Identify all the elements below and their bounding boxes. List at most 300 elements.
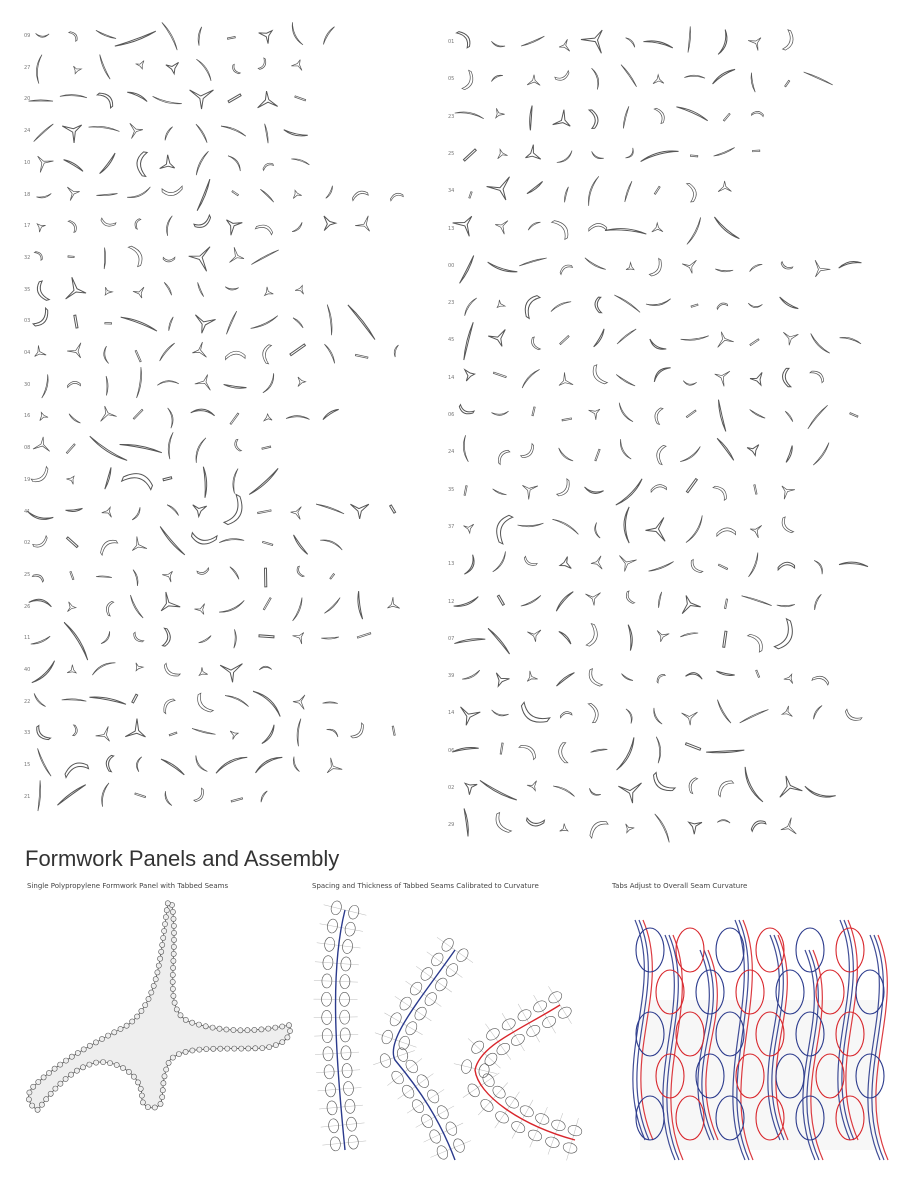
formwork-piece-outline xyxy=(589,223,607,232)
formwork-piece-outline xyxy=(162,21,179,50)
formwork-piece-outline xyxy=(590,556,602,570)
row-label: 03 xyxy=(24,318,31,325)
formwork-piece-outline xyxy=(527,220,541,230)
formwork-piece-outline xyxy=(133,409,143,419)
formwork-piece-outline xyxy=(464,524,475,534)
formwork-piece-outline xyxy=(654,107,666,124)
formwork-piece-outline xyxy=(67,602,76,613)
formwork-piece-outline xyxy=(132,632,144,645)
formwork-piece-outline xyxy=(29,100,53,101)
seam-tab xyxy=(29,1103,34,1108)
formwork-piece-outline xyxy=(291,189,302,199)
formwork-piece-outline xyxy=(323,702,338,704)
formwork-piece-outline xyxy=(63,760,89,777)
formwork-piece-outline xyxy=(590,151,604,161)
formwork-piece-outline xyxy=(66,474,77,485)
row-label: 18 xyxy=(24,191,31,198)
formwork-piece-outline xyxy=(152,96,182,106)
seam-tab xyxy=(26,1097,31,1102)
row-label: 06 xyxy=(448,747,455,754)
formwork-piece-outline xyxy=(780,261,793,272)
formwork-piece-outline xyxy=(67,343,87,362)
seam-tab xyxy=(280,1040,285,1045)
formwork-piece-outline xyxy=(754,485,757,495)
seam-tab xyxy=(139,1093,144,1098)
row-label: 39 xyxy=(448,673,455,680)
formwork-piece-outline xyxy=(686,776,699,793)
row-label: 05 xyxy=(448,76,455,83)
formwork-piece-outline xyxy=(655,630,670,643)
formwork-piece-outline xyxy=(64,621,90,661)
formwork-piece-outline xyxy=(777,604,795,607)
seam-tab xyxy=(135,1080,140,1085)
formwork-piece-outline xyxy=(327,304,333,335)
seam-tab xyxy=(203,1024,208,1029)
formwork-piece-outline xyxy=(493,551,509,573)
row-label: 45 xyxy=(448,337,455,344)
seam-tab xyxy=(239,1046,244,1051)
formwork-piece-outline xyxy=(36,748,51,777)
formwork-piece-outline xyxy=(654,444,668,464)
formwork-piece-outline xyxy=(89,125,120,132)
seam-tab xyxy=(27,1090,32,1095)
row-label: 11 xyxy=(24,635,31,642)
formwork-piece-outline xyxy=(520,367,539,388)
formwork-piece-outline xyxy=(166,62,181,75)
seam-tab xyxy=(107,1061,112,1066)
formwork-piece-outline xyxy=(293,628,309,644)
formwork-piece-outline xyxy=(132,507,142,521)
formwork-piece-outline xyxy=(554,590,573,611)
formwork-piece-outline xyxy=(228,153,243,171)
seam-tab xyxy=(161,1081,166,1086)
row-label: 23 xyxy=(448,300,455,307)
formwork-piece-outline xyxy=(203,467,207,498)
seam-tab xyxy=(253,1046,258,1051)
formwork-piece-outline xyxy=(199,636,212,645)
seam-tab xyxy=(63,1058,68,1063)
formwork-piece-outline xyxy=(194,604,208,617)
seam-tab xyxy=(287,1028,292,1033)
formwork-piece-outline xyxy=(68,414,81,425)
seam-tab xyxy=(197,1047,202,1052)
formwork-piece-outline xyxy=(192,505,207,517)
formwork-piece-outline xyxy=(193,437,206,463)
formwork-piece-outline xyxy=(135,350,141,362)
formwork-piece-outline xyxy=(687,217,703,245)
row-label: 15 xyxy=(24,762,31,769)
seam-tab xyxy=(232,1046,237,1051)
formwork-piece-outline xyxy=(464,486,467,496)
seam-tab xyxy=(285,1035,290,1040)
formwork-piece-outline xyxy=(219,538,244,543)
seam-tab xyxy=(151,983,156,988)
formwork-piece-outline xyxy=(584,258,606,271)
formwork-piece-outline xyxy=(259,25,277,43)
formwork-piece-outline xyxy=(133,663,144,673)
formwork-piece-outline xyxy=(227,36,235,39)
formwork-piece-outline xyxy=(128,595,143,619)
formwork-piece-outline xyxy=(812,704,823,719)
seam-tab xyxy=(74,1068,79,1073)
formwork-piece-outline xyxy=(230,413,239,424)
formwork-piece-outline xyxy=(157,380,179,385)
formwork-piece-outline xyxy=(683,381,697,386)
formwork-piece-outline xyxy=(72,725,79,736)
formwork-piece-outline xyxy=(553,784,575,797)
seam-tab xyxy=(158,956,163,961)
row-label: 21 xyxy=(24,793,31,800)
formwork-piece-outline xyxy=(231,468,238,493)
formwork-piece-outline xyxy=(628,624,633,650)
seam-tab xyxy=(120,1065,125,1070)
formwork-piece-outline xyxy=(558,557,571,572)
formwork-piece-outline xyxy=(624,181,632,202)
formwork-piece-outline xyxy=(625,591,635,605)
seam-tab xyxy=(246,1046,251,1051)
formwork-piece-outline xyxy=(558,39,570,53)
seam-tab xyxy=(231,1027,236,1032)
formwork-piece-outline xyxy=(646,299,671,308)
formwork-piece-outline xyxy=(321,25,334,44)
row-label: 27 xyxy=(24,64,31,71)
formwork-piece-outline xyxy=(584,487,604,495)
seam-tab xyxy=(162,928,167,933)
seam-tab xyxy=(41,1075,46,1080)
formwork-piece-outline xyxy=(711,67,735,84)
formwork-piece-outline xyxy=(688,26,691,52)
seam-tab xyxy=(44,1097,49,1102)
formwork-piece-outline xyxy=(348,304,376,340)
formwork-piece-outline xyxy=(133,569,140,586)
row-label: 30 xyxy=(24,381,31,388)
formwork-piece-outline xyxy=(487,177,518,205)
seam-tab xyxy=(160,1095,165,1100)
formwork-piece-outline xyxy=(461,778,477,795)
formwork-piece-outline xyxy=(749,819,766,832)
formwork-piece-outline xyxy=(102,505,115,517)
formwork-piece-outline xyxy=(550,299,571,311)
seam-tab xyxy=(46,1070,51,1075)
formwork-piece-outline xyxy=(221,494,248,527)
formwork-piece-outline xyxy=(230,729,239,739)
seam-tab xyxy=(196,1022,201,1027)
formwork-piece-outline xyxy=(529,105,532,130)
formwork-piece-outline xyxy=(33,436,52,452)
formwork-piece-outline xyxy=(523,671,537,685)
formwork-piece-outline xyxy=(589,110,598,129)
seam-tab xyxy=(145,1105,150,1110)
formwork-piece-outline xyxy=(750,372,767,388)
formwork-piece-outline xyxy=(783,368,791,386)
seam-tab xyxy=(162,922,167,927)
seam-tab xyxy=(114,1062,119,1067)
formwork-piece-outline xyxy=(195,371,216,390)
seam-tab xyxy=(138,1086,143,1091)
seam-tab xyxy=(164,908,169,913)
formwork-piece-outline xyxy=(750,339,759,346)
formwork-piece-outline xyxy=(584,624,601,648)
formwork-piece-outline xyxy=(100,217,116,229)
formwork-piece-outline xyxy=(463,149,476,161)
formwork-piece-outline xyxy=(37,193,52,199)
formwork-piece-outline xyxy=(120,442,163,453)
formwork-piece-outline xyxy=(686,410,696,418)
formwork-piece-outline xyxy=(127,90,148,102)
seam-tab xyxy=(149,990,154,995)
row-label: 01 xyxy=(448,39,455,45)
formwork-piece-outline xyxy=(253,753,282,772)
formwork-piece-outline xyxy=(589,404,604,419)
seam-tab xyxy=(170,986,175,991)
formwork-piece-outline xyxy=(650,771,675,796)
formwork-piece-outline xyxy=(90,659,115,675)
formwork-piece-outline xyxy=(249,468,280,496)
formwork-piece-outline xyxy=(321,637,339,640)
formwork-piece-outline xyxy=(750,73,756,93)
row-label: 04 xyxy=(24,350,31,356)
formwork-piece-outline xyxy=(748,631,766,653)
formwork-piece-outline xyxy=(221,214,242,236)
formwork-piece-outline xyxy=(161,757,185,774)
formwork-piece-outline xyxy=(518,479,538,500)
formwork-piece-outline xyxy=(780,516,794,535)
formwork-piece-outline xyxy=(193,788,207,803)
formwork-piece-outline xyxy=(165,215,173,236)
formwork-piece-outline xyxy=(322,407,339,419)
formwork-piece-outline xyxy=(30,467,51,485)
seam-tab xyxy=(172,1000,177,1005)
formwork-piece-outline xyxy=(38,780,42,811)
formwork-piece-outline xyxy=(35,280,49,301)
formwork-piece-outline xyxy=(716,671,735,677)
formwork-piece-outline xyxy=(31,150,53,172)
formwork-piece-outline xyxy=(133,287,147,300)
formwork-piece-outline xyxy=(460,70,476,91)
formwork-piece-outline xyxy=(162,568,177,582)
formwork-piece-outline xyxy=(196,58,213,81)
seam-tab xyxy=(217,1026,222,1031)
row-label: 35 xyxy=(448,486,455,493)
formwork-piece-outline xyxy=(104,600,115,615)
formwork-piece-outline xyxy=(225,311,236,335)
seam-tab xyxy=(152,1105,157,1110)
formwork-piece-outline xyxy=(228,94,241,103)
formwork-piece-outline xyxy=(324,598,341,615)
formwork-piece-outline xyxy=(690,155,697,157)
row-label: 29 xyxy=(448,822,455,829)
formwork-piece-outline xyxy=(31,345,46,361)
seam-tab xyxy=(146,996,151,1001)
seam-tab xyxy=(58,1081,63,1086)
formwork-piece-outline xyxy=(739,708,768,723)
seam-tab xyxy=(190,1048,195,1053)
formwork-piece-outline xyxy=(555,372,573,391)
formwork-piece-outline xyxy=(713,483,729,501)
formwork-piece-outline xyxy=(488,330,510,350)
formwork-piece-outline xyxy=(653,407,665,425)
formwork-piece-outline xyxy=(350,504,368,519)
assembly-lattice xyxy=(633,920,888,1160)
formwork-piece-outline xyxy=(229,247,246,266)
formwork-piece-outline xyxy=(96,726,116,746)
formwork-piece-outline xyxy=(32,308,52,329)
formwork-piece-outline xyxy=(625,148,635,160)
row-label: 23 xyxy=(448,113,455,120)
formwork-piece-outline xyxy=(493,218,507,234)
seam-tab xyxy=(171,937,176,942)
formwork-piece-outline xyxy=(522,145,541,165)
formwork-piece-outline xyxy=(495,448,511,464)
formwork-piece-outline xyxy=(617,439,631,461)
formwork-piece-outline xyxy=(785,410,794,421)
formwork-piece-outline xyxy=(643,38,673,47)
formwork-piece-outline xyxy=(96,576,112,578)
formwork-piece-outline xyxy=(167,503,180,515)
formwork-piece-outline xyxy=(130,122,144,139)
formwork-piece-outline xyxy=(462,322,473,360)
formwork-piece-outline xyxy=(491,513,515,544)
formwork-piece-outline xyxy=(493,812,512,836)
formwork-piece-outline xyxy=(293,694,305,709)
formwork-piece-outline xyxy=(712,217,739,241)
seam-tab xyxy=(170,1055,175,1060)
seam-tab xyxy=(183,1017,188,1022)
formwork-piece-outline xyxy=(684,75,705,78)
formwork-piece-outline xyxy=(454,597,480,610)
formwork-piece-outline xyxy=(225,693,250,706)
formwork-piece-outline xyxy=(127,536,147,556)
formwork-piece-outline xyxy=(257,58,268,71)
formwork-piece-outline xyxy=(292,222,304,233)
formwork-piece-outline xyxy=(741,767,763,804)
formwork-piece-outline xyxy=(491,710,509,718)
formwork-piece-outline xyxy=(351,190,368,201)
formwork-piece-outline xyxy=(593,522,600,538)
formwork-piece-outline xyxy=(453,210,480,237)
formwork-piece-outline xyxy=(595,449,600,461)
formwork-piece-outline xyxy=(100,153,117,175)
formwork-piece-outline xyxy=(657,592,661,608)
formwork-piece-outline xyxy=(649,562,675,573)
formwork-piece-outline xyxy=(253,687,284,716)
seam-tab xyxy=(170,979,175,984)
formwork-piece-outline xyxy=(122,469,155,493)
row-label: 26 xyxy=(24,603,31,610)
seam-tab xyxy=(140,1100,145,1105)
formwork-piece-outline xyxy=(290,344,306,356)
formwork-piece-outline xyxy=(741,595,771,606)
seam-tab xyxy=(162,1074,167,1079)
formwork-piece-outline xyxy=(32,536,49,550)
row-label: 25 xyxy=(448,150,455,157)
formwork-piece-outline xyxy=(621,674,633,682)
formwork-piece-outline xyxy=(553,110,576,134)
formwork-piece-outline xyxy=(530,336,540,351)
formwork-piece-outline xyxy=(194,150,208,175)
formwork-piece-outline xyxy=(160,155,179,175)
formwork-piece-outline xyxy=(493,372,506,378)
formwork-piece-outline xyxy=(585,593,601,606)
formwork-piece-outline xyxy=(128,244,144,267)
formwork-piece-outline xyxy=(586,668,602,689)
formwork-piece-outline xyxy=(778,297,798,311)
formwork-piece-outline xyxy=(748,523,761,538)
tabbed-seam-strip xyxy=(452,983,585,1163)
formwork-piece-outline xyxy=(557,448,573,463)
formwork-piece-outline xyxy=(479,780,517,802)
seam-tab xyxy=(131,1074,136,1079)
formwork-piece-outline xyxy=(803,786,835,801)
formwork-piece-outline xyxy=(190,342,206,360)
seam-tab xyxy=(143,1003,148,1008)
formwork-piece-outline xyxy=(585,175,599,206)
seam-tab xyxy=(174,1007,179,1012)
seam-tab xyxy=(273,1025,278,1030)
formwork-piece-outline xyxy=(465,368,476,381)
formwork-piece-outline xyxy=(717,437,735,460)
formwork-piece-outline xyxy=(135,151,149,176)
formwork-piece-outline xyxy=(618,783,644,805)
formwork-piece-outline xyxy=(616,403,633,424)
formwork-piece-outline xyxy=(350,723,367,740)
formwork-piece-outline xyxy=(154,592,180,618)
formwork-piece-outline xyxy=(717,819,730,823)
row-label: 06 xyxy=(448,412,455,418)
formwork-piece-outline xyxy=(393,344,399,357)
seam-tab xyxy=(259,1027,264,1032)
seam-tab xyxy=(171,944,176,949)
seam-tab xyxy=(171,916,176,921)
seam-tab xyxy=(39,1102,44,1107)
formwork-piece-outline xyxy=(69,30,79,42)
formwork-piece-outline xyxy=(747,445,761,457)
formwork-piece-outline xyxy=(648,258,665,278)
formwork-piece-outline xyxy=(616,479,645,508)
formwork-piece-outline xyxy=(326,186,334,200)
formwork-piece-outline xyxy=(293,317,304,328)
seam-tab xyxy=(171,993,176,998)
formwork-piece-outline xyxy=(324,343,336,363)
formwork-piece-outline xyxy=(777,481,795,499)
formwork-piece-outline xyxy=(162,186,182,196)
formwork-piece-outline xyxy=(259,635,274,638)
seam-tab xyxy=(135,1014,140,1019)
formwork-piece-outline xyxy=(676,104,708,120)
formwork-piece-outline xyxy=(812,673,830,686)
formwork-piece-outline xyxy=(89,695,126,705)
formwork-piece-outline xyxy=(748,262,762,271)
seam-tab xyxy=(101,1060,106,1065)
formwork-piece-outline xyxy=(197,27,202,46)
seam-tab xyxy=(176,1052,181,1057)
formwork-piece-outline xyxy=(622,824,634,835)
formwork-piece-outline xyxy=(225,351,245,361)
formwork-piece-outline xyxy=(384,597,400,614)
row-label: 17 xyxy=(24,223,31,230)
formwork-piece-outline xyxy=(616,328,636,344)
formwork-piece-outline xyxy=(491,411,508,416)
formwork-piece-outline xyxy=(521,595,542,608)
row-label: 40 xyxy=(24,667,31,673)
formwork-piece-outline xyxy=(785,80,790,87)
formwork-piece-outline xyxy=(645,518,665,543)
formwork-piece-outline xyxy=(357,633,371,639)
formwork-piece-outline xyxy=(782,332,799,346)
formwork-piece-outline xyxy=(588,703,599,723)
seam-tab xyxy=(273,1043,278,1048)
seam-tab xyxy=(171,958,176,963)
